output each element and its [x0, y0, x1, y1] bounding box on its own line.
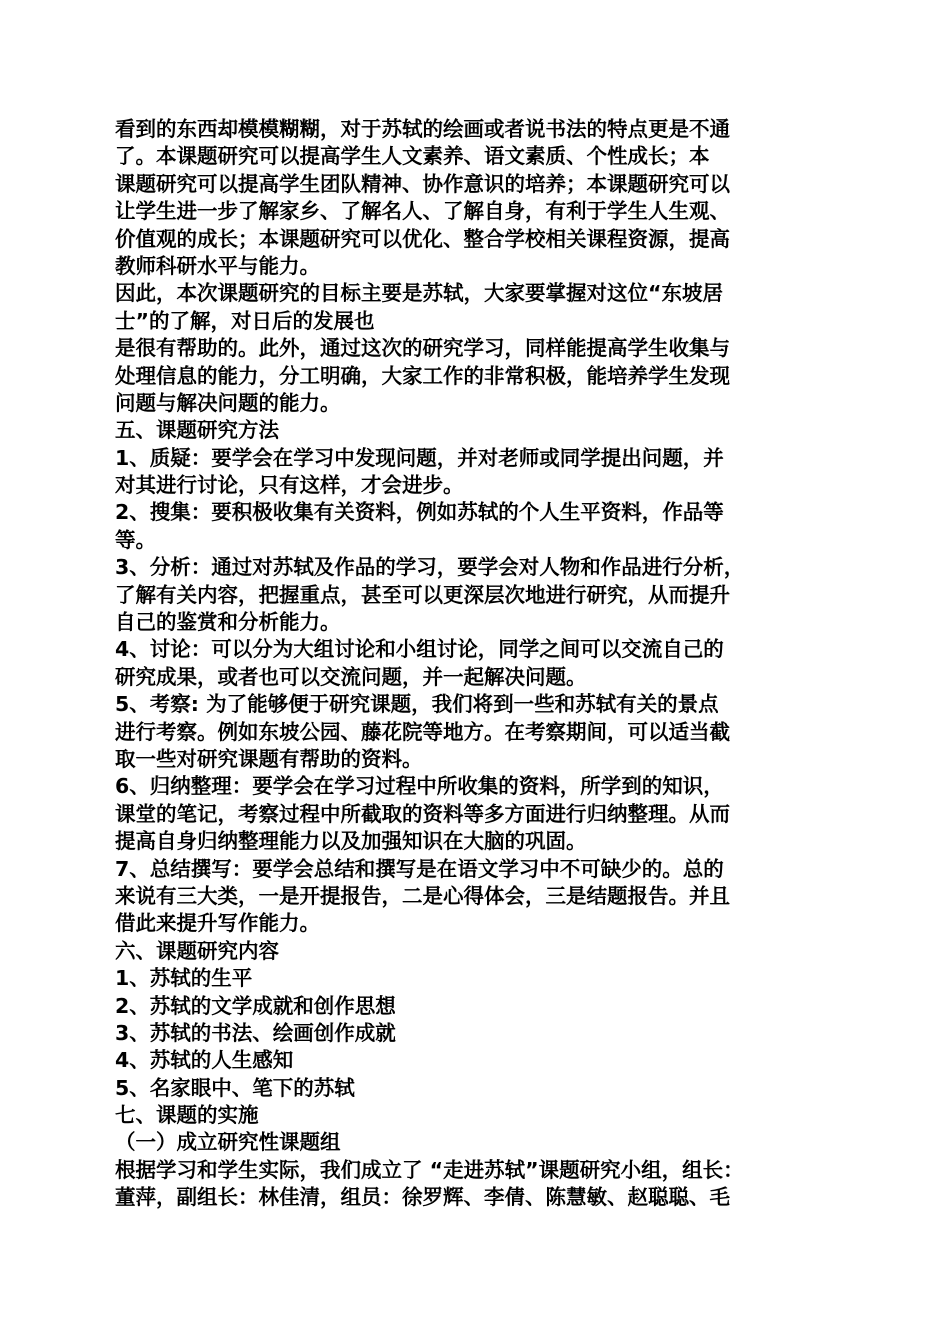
list-item: 3、苏轼的书法、绘画创作成就 [115, 1020, 396, 1045]
text-line: 课堂的笔记，考察过程中所截取的资料等多方面进行归纳整理。从而 [115, 801, 730, 826]
text-line: 了。本课题研究可以提高学生人文素养、语文素质、个性成长；本 [115, 144, 710, 169]
text-line: 研究成果，或者也可以交流问题，并一起解决问题。 [115, 664, 587, 689]
section-heading: 五、课题研究方法 [115, 418, 279, 443]
text-line: 根据学习和学生实际，我们成立了 “走进苏轼”课题研究小组，组长： [115, 1157, 744, 1182]
list-item: 1、苏轼的生平 [115, 966, 253, 991]
list-item: 5、名家眼中、笔下的苏轼 [115, 1075, 355, 1100]
text-line: 因此，本次课题研究的目标主要是苏轼，大家要掌握对这位“东坡居 [115, 281, 723, 306]
text-line: 对其进行讨论，只有这样，才会进步。 [115, 473, 464, 498]
text-line: 等。 [115, 527, 156, 552]
list-item: 2、苏轼的文学成就和创作思想 [115, 993, 396, 1018]
text-line: 士”的了解，对日后的发展也 [115, 308, 375, 333]
text-line: 借此来提升写作能力。 [115, 911, 320, 936]
text-line: 教师科研水平与能力。 [115, 253, 320, 278]
text-line: 看到的东西却模模糊糊，对于苏轼的绘画或者说书法的特点更是不通 [115, 117, 730, 141]
text-line: 5、考察: 为了能够便于研究课题，我们将到一些和苏轼有关的景点 [115, 692, 719, 717]
text-line: 1、质疑：要学会在学习中发现问题，并对老师或同学提出问题，并 [115, 445, 724, 470]
text-line: 进行考察。例如东坡公园、藤花院等地方。在考察期间，可以适当截 [115, 719, 730, 744]
text-line: 价值观的成长；本课题研究可以优化、整合学校相关课程资源，提高 [115, 226, 730, 251]
text-line: 了解有关内容，把握重点，甚至可以更深层次地进行研究，从而提升 [115, 582, 730, 607]
text-line: 处理信息的能力，分工明确，大家工作的非常积极，能培养学生发现 [115, 363, 730, 388]
section-heading: 七、课题的实施 [115, 1103, 259, 1128]
document-body [115, 116, 837, 1212]
text-line: 课题研究可以提高学生团队精神、协作意识的培养；本课题研究可以 [115, 171, 730, 196]
text-line: 2、搜集：要积极收集有关资料，例如苏轼的个人生平资料，作品等 [115, 500, 724, 525]
text-line: 来说有三大类，一是开提报告，二是心得体会，三是结题报告。并且 [115, 883, 730, 908]
text-line: 董萍，副组长：林佳清，组员：徐罗辉、李倩、陈慧敏、赵聪聪、毛 [115, 1185, 730, 1210]
text-line: 提高自身归纳整理能力以及加强知识在大脑的巩固。 [115, 829, 587, 854]
subsection-heading: （一）成立研究性课题组 [115, 1130, 341, 1155]
text-line: 3、分析：通过对苏轼及作品的学习，要学会对人物和作品进行分析， [115, 555, 745, 580]
text-line: 4、讨论：可以分为大组讨论和小组讨论，同学之间可以交流自己的 [115, 637, 724, 662]
list-item: 4、苏轼的人生感知 [115, 1048, 294, 1073]
section-heading: 六、课题研究内容 [115, 938, 279, 963]
text-line: 6、归纳整理：要学会在学习过程中所收集的资料，所学到的知识， [115, 774, 724, 799]
text-line: 问题与解决问题的能力。 [115, 390, 341, 415]
text-line: 取一些对研究课题有帮助的资料。 [115, 746, 423, 771]
text-line: 自己的鉴赏和分析能力。 [115, 610, 341, 635]
text-line: 7、总结撰写：要学会总结和撰写是在语文学习中不可缺少的。总的 [115, 856, 724, 881]
text-line: 让学生进一步了解家乡、了解名人、了解自身，有利于学生人生观、 [115, 199, 730, 224]
text-line: 是很有帮助的。此外，通过这次的研究学习，同样能提高学生收集与 [115, 336, 730, 361]
